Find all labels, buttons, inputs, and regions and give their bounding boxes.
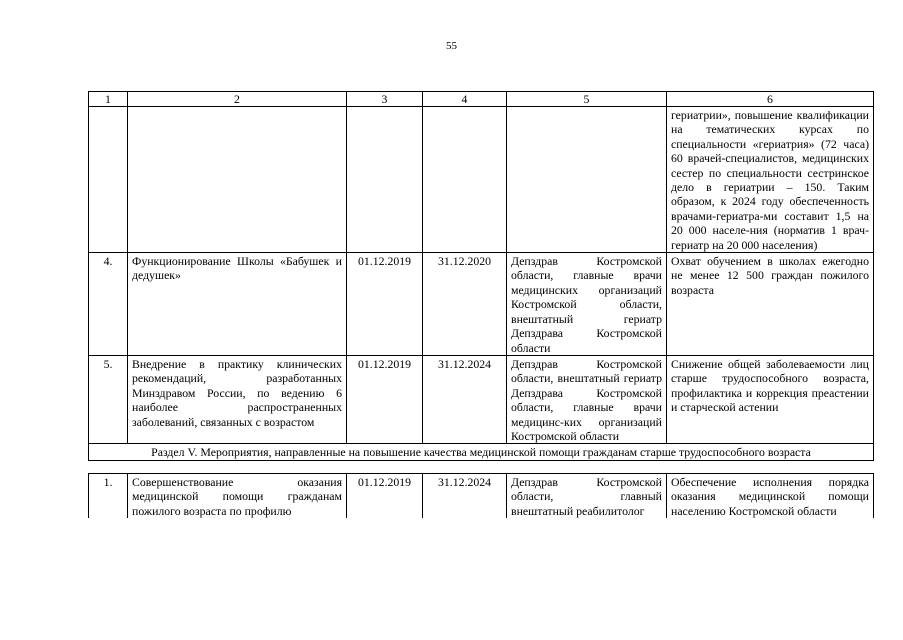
cell-responsible: Депздрав Костромской области, главные врачи медицинских организаций Костромской области, внештатный гериатр Депздрава Костромской области (507, 253, 667, 356)
cell-end-date: 31.12.2020 (423, 253, 507, 356)
cell-responsible: Депздрав Костромской области, главный внештатный реабилитолог (507, 473, 667, 518)
cell-end-date (423, 107, 507, 253)
cell-start-date: 01.12.2019 (347, 253, 423, 356)
cell-result: Обеспечение исполнения порядка оказания медицинской помощи населению Костромской области (667, 473, 874, 518)
column-number-row (89, 92, 874, 107)
table-row (89, 355, 874, 443)
cell-result: Охват обучением в школах ежегодно не менее 12 500 граждан пожилого возраста (667, 253, 874, 356)
table-row (89, 253, 874, 356)
cell-start-date: 01.12.2019 (347, 473, 423, 518)
cell-result: Снижение общей заболеваемости лиц старше трудоспособного возраста, профилактика и коррекция преастении и старческой астении (667, 355, 874, 443)
cell-activity: Совершенствование оказания медицинской помощи гражданам пожилого возраста по профилю (128, 473, 347, 518)
cell-activity: Внедрение в практику клинических рекомендаций, разработанных Минздравом России, по ведению 6 наиболее распространенных заболеваний, связанных с возрастом (128, 355, 347, 443)
action-plan-table (88, 91, 874, 518)
cell-num: 4. (89, 253, 128, 356)
cell-num: 1. (89, 473, 128, 518)
table-spacer-row (89, 460, 874, 473)
cell-activity (128, 107, 347, 253)
cell-result: гериатрии», повышение квалификации на тематических курсах по специальности «гериатрия» (72 часа) 60 врачей-специалистов, медицинских сестер по специальности сестринское дело в гериатрии – 150. Таким образом, к 2024 году обеспеченность врачами-гериатра-ми составит 1,5 на 20 000 населе-ния (норматив 1 врач-гериатр на 20 000 населения) (667, 107, 874, 253)
cell-responsible: Депздрав Костромской области, внештатный гериатр Депздрава Костромской области, главные врачи медицинс-ких организаций Костромской области (507, 355, 667, 443)
section-heading-row (89, 444, 874, 460)
page-number: 55 (446, 40, 457, 52)
cell-start-date: 01.12.2019 (347, 355, 423, 443)
column-header-1: 1 (89, 92, 128, 107)
cell-responsible (507, 107, 667, 253)
table-row-continuation (89, 107, 874, 253)
column-header-5: 5 (507, 92, 667, 107)
section-title: Раздел V. Мероприятия, направленные на повышение качества медицинской помощи гражданам старше трудоспособного возраста (89, 444, 874, 460)
table-row (89, 473, 874, 518)
cell-num (89, 107, 128, 253)
cell-end-date: 31.12.2024 (423, 355, 507, 443)
cell-start-date (347, 107, 423, 253)
cell-activity: Функционирование Школы «Бабушек и дедушек» (128, 253, 347, 356)
column-header-3: 3 (347, 92, 423, 107)
column-header-6: 6 (667, 92, 874, 107)
cell-end-date: 31.12.2024 (423, 473, 507, 518)
column-header-4: 4 (423, 92, 507, 107)
cell-num: 5. (89, 355, 128, 443)
column-header-2: 2 (128, 92, 347, 107)
